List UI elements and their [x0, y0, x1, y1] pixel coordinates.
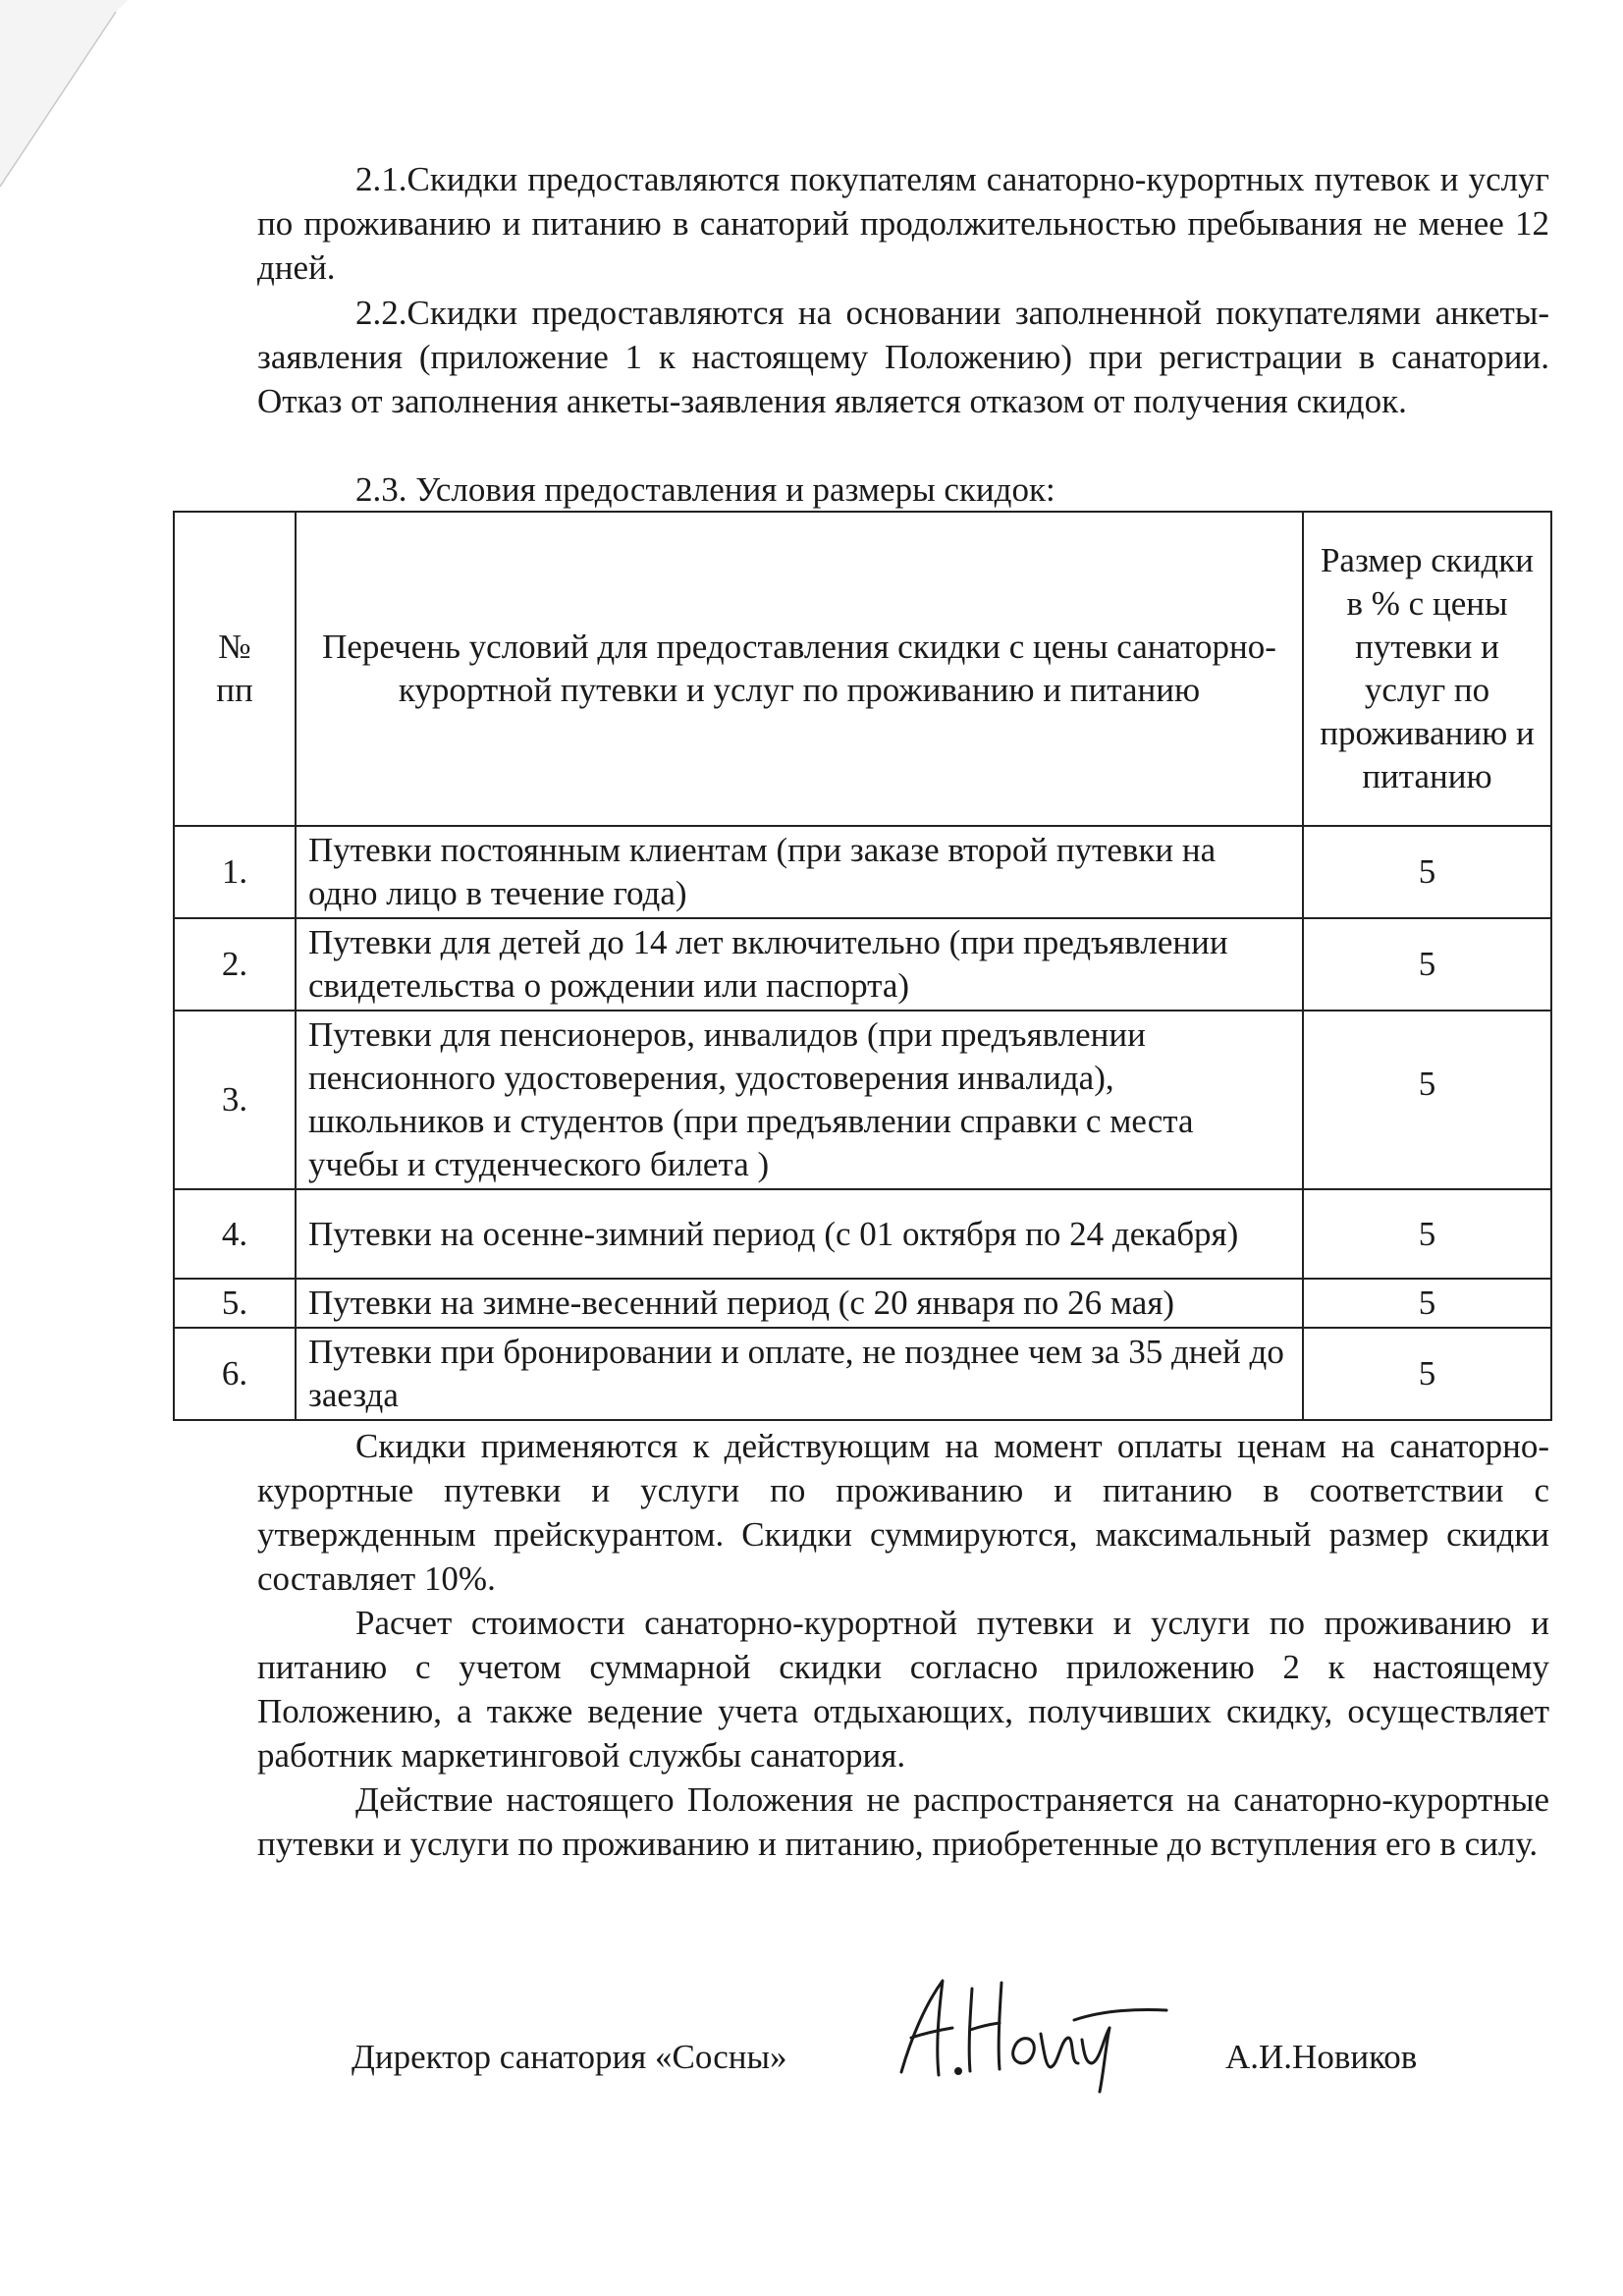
scan-fold-mark: [0, 0, 128, 196]
row-number: 6.: [174, 1328, 296, 1420]
row-condition: Путевки при бронировании и оплате, не позднее чем за 35 дней до заезда: [296, 1328, 1303, 1420]
signatory-title: Директор санатория «Сосны»: [352, 2038, 787, 2076]
table-row: [174, 826, 1551, 918]
row-discount: 5: [1303, 1011, 1551, 1189]
table-row: [174, 1011, 1551, 1189]
header-discount: Размер скидки в % с цены путевки и услуг по проживанию и питанию: [1303, 512, 1551, 826]
table-row: [174, 1328, 1551, 1420]
signatory-name: А.И.Новиков: [1225, 2038, 1418, 2076]
row-discount: 5: [1303, 1279, 1551, 1328]
row-discount: 5: [1303, 918, 1551, 1011]
row-condition: Путевки для детей до 14 лет включительно (при предъявлении свидетельства о рождении или паспорта): [296, 918, 1303, 1011]
row-number: 5.: [174, 1279, 296, 1328]
row-number: 1.: [174, 826, 296, 918]
header-number-abbr: пп: [216, 671, 253, 709]
signature-block: [352, 2038, 1530, 2077]
header-number: [174, 512, 296, 826]
row-condition: Путевки на осенне-зимний период (с 01 октября по 24 декабря): [296, 1189, 1303, 1279]
paragraph-scope: Действие настоящего Положения не распространяется на санаторно-курортные путевки и услуги по проживанию и питанию, приобретенные до вступления его в силу.: [257, 1780, 1549, 1863]
row-discount: 5: [1303, 1189, 1551, 1279]
header-conditions: Перечень условий для предоставления скидки с цены санаторно-курортной путевки и услуг по проживанию и питанию: [296, 512, 1303, 826]
row-number: 3.: [174, 1011, 296, 1189]
table-row: [174, 918, 1551, 1011]
row-discount: 5: [1303, 826, 1551, 918]
row-condition: Путевки на зимне-весенний период (с 20 января по 26 мая): [296, 1279, 1303, 1328]
row-discount: 5: [1303, 1328, 1551, 1420]
handwritten-signature: [882, 1969, 1176, 2097]
table-row: [174, 1279, 1551, 1328]
row-number: 2.: [174, 918, 296, 1011]
paragraph-2-1: 2.1.Скидки предоставляются покупателям санаторно-курортных путевок и услуг по проживанию и питанию в санаторий продолжительностью пребывания не менее 12 дней.: [257, 160, 1549, 287]
discount-table: [173, 511, 1552, 1421]
row-number: 4.: [174, 1189, 296, 1279]
paragraph-2-2: 2.2.Скидки предоставляются на основании заполненной покупателями анкеты-заявления (приложение 1 к настоящему Положению) при регистрации в санатории. Отказ от заполнения анкеты-заявления является отказом от получения скидок.: [257, 294, 1549, 420]
row-condition: Путевки для пенсионеров, инвалидов (при предъявлении пенсионного удостоверения, удостоверения инвалида), школьников и студентов (при предъявлении справки с места учебы и студенческого билета ): [296, 1011, 1303, 1189]
table-header-row: [174, 512, 1551, 826]
paragraph-discount-application: Скидки применяются к действующим на момент оплаты ценам на санаторно-курортные путевки и услуги по проживанию и питанию в соответствии с утвержденным прейскурантом. Скидки суммируются, максимальный размер скидки составляет 10%.: [257, 1427, 1549, 1598]
header-number-symbol: №: [218, 628, 251, 666]
table-caption: 2.3. Условия предоставления и размеры скидок:: [355, 470, 1055, 509]
row-condition: Путевки постоянным клиентам (при заказе второй путевки на одно лицо в течение года): [296, 826, 1303, 918]
paragraph-cost-calculation: Расчет стоимости санаторно-курортной путевки и услуги по проживанию и питанию с учетом суммарной скидки согласно приложению 2 к настоящему Положению, а также ведение учета отдыхающих, получивших скидку, осуществляет работник маркетинговой службы санатория.: [257, 1604, 1549, 1775]
table-row: [174, 1189, 1551, 1279]
